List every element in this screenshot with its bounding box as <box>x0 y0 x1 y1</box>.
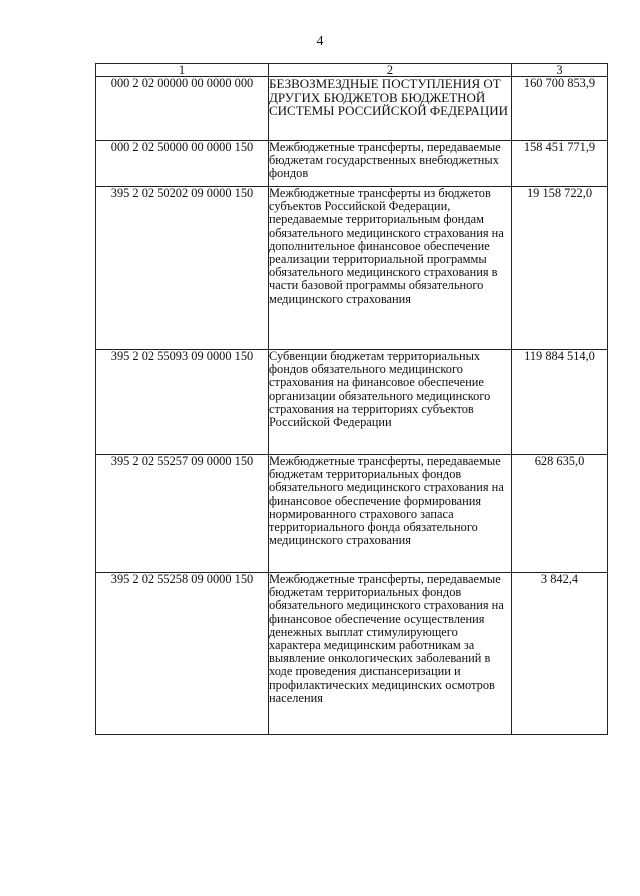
budget-code-cell: 000 2 02 00000 00 0000 000 <box>96 77 269 141</box>
budget-revenue-table <box>95 63 608 735</box>
table-row <box>96 573 608 735</box>
amount-cell: 160 700 853,9 <box>512 77 608 141</box>
column-header-description: 2 <box>269 64 512 77</box>
column-header-code: 1 <box>96 64 269 77</box>
page-number: 4 <box>316 34 324 49</box>
amount-cell: 119 884 514,0 <box>512 350 608 455</box>
table-row <box>96 141 608 187</box>
table-row <box>96 187 608 350</box>
description-cell: Межбюджетные трансферты из бюджетов субъектов Российской Федерации, передаваемые территориальным фондам обязательного медицинского страхования на дополнительное финансовое обеспечение реализации территориальной программы обязательного медицинского страхования в части базовой программы обязательного медицинского страхования <box>269 187 512 350</box>
budget-code-cell: 395 2 02 55257 09 0000 150 <box>96 455 269 573</box>
amount-cell: 19 158 722,0 <box>512 187 608 350</box>
amount-cell: 158 451 771,9 <box>512 141 608 187</box>
description-cell: Субвенции бюджетам территориальных фондов обязательного медицинского страхования на финансовое обеспечение организации обязательного медицинского страхования на территориях субъектов Российской Федерации <box>269 350 512 455</box>
description-cell: БЕЗВОЗМЕЗДНЫЕ ПОСТУПЛЕНИЯ ОТ ДРУГИХ БЮДЖЕТОВ БЮДЖЕТНОЙ СИСТЕМЫ РОССИЙСКОЙ ФЕДЕРАЦИИ <box>269 77 512 141</box>
amount-cell: 3 842,4 <box>512 573 608 735</box>
amount-cell: 628 635,0 <box>512 455 608 573</box>
table-row <box>96 350 608 455</box>
budget-code-cell: 395 2 02 55258 09 0000 150 <box>96 573 269 735</box>
description-cell: Межбюджетные трансферты, передаваемые бюджетам государственных внебюджетных фондов <box>269 141 512 187</box>
description-cell: Межбюджетные трансферты, передаваемые бюджетам территориальных фондов обязательного медицинского страхования на финансовое обеспечение осуществления денежных выплат стимулирующего характера медицинским работникам за выявление онкологических заболеваний в ходе проведения диспансеризации и профилактических медицинских осмотров населения <box>269 573 512 735</box>
budget-code-cell: 395 2 02 55093 09 0000 150 <box>96 350 269 455</box>
budget-code-cell: 000 2 02 50000 00 0000 150 <box>96 141 269 187</box>
column-header-amount: 3 <box>512 64 608 77</box>
table-row <box>96 455 608 573</box>
budget-code-cell: 395 2 02 50202 09 0000 150 <box>96 187 269 350</box>
description-cell: Межбюджетные трансферты, передаваемые бюджетам территориальных фондов обязательного медицинского страхования на финансовое обеспечение формирования нормированного страхового запаса территориального фонда обязательного медицинского страхования <box>269 455 512 573</box>
table-header-row <box>96 64 608 77</box>
table-row <box>96 77 608 141</box>
